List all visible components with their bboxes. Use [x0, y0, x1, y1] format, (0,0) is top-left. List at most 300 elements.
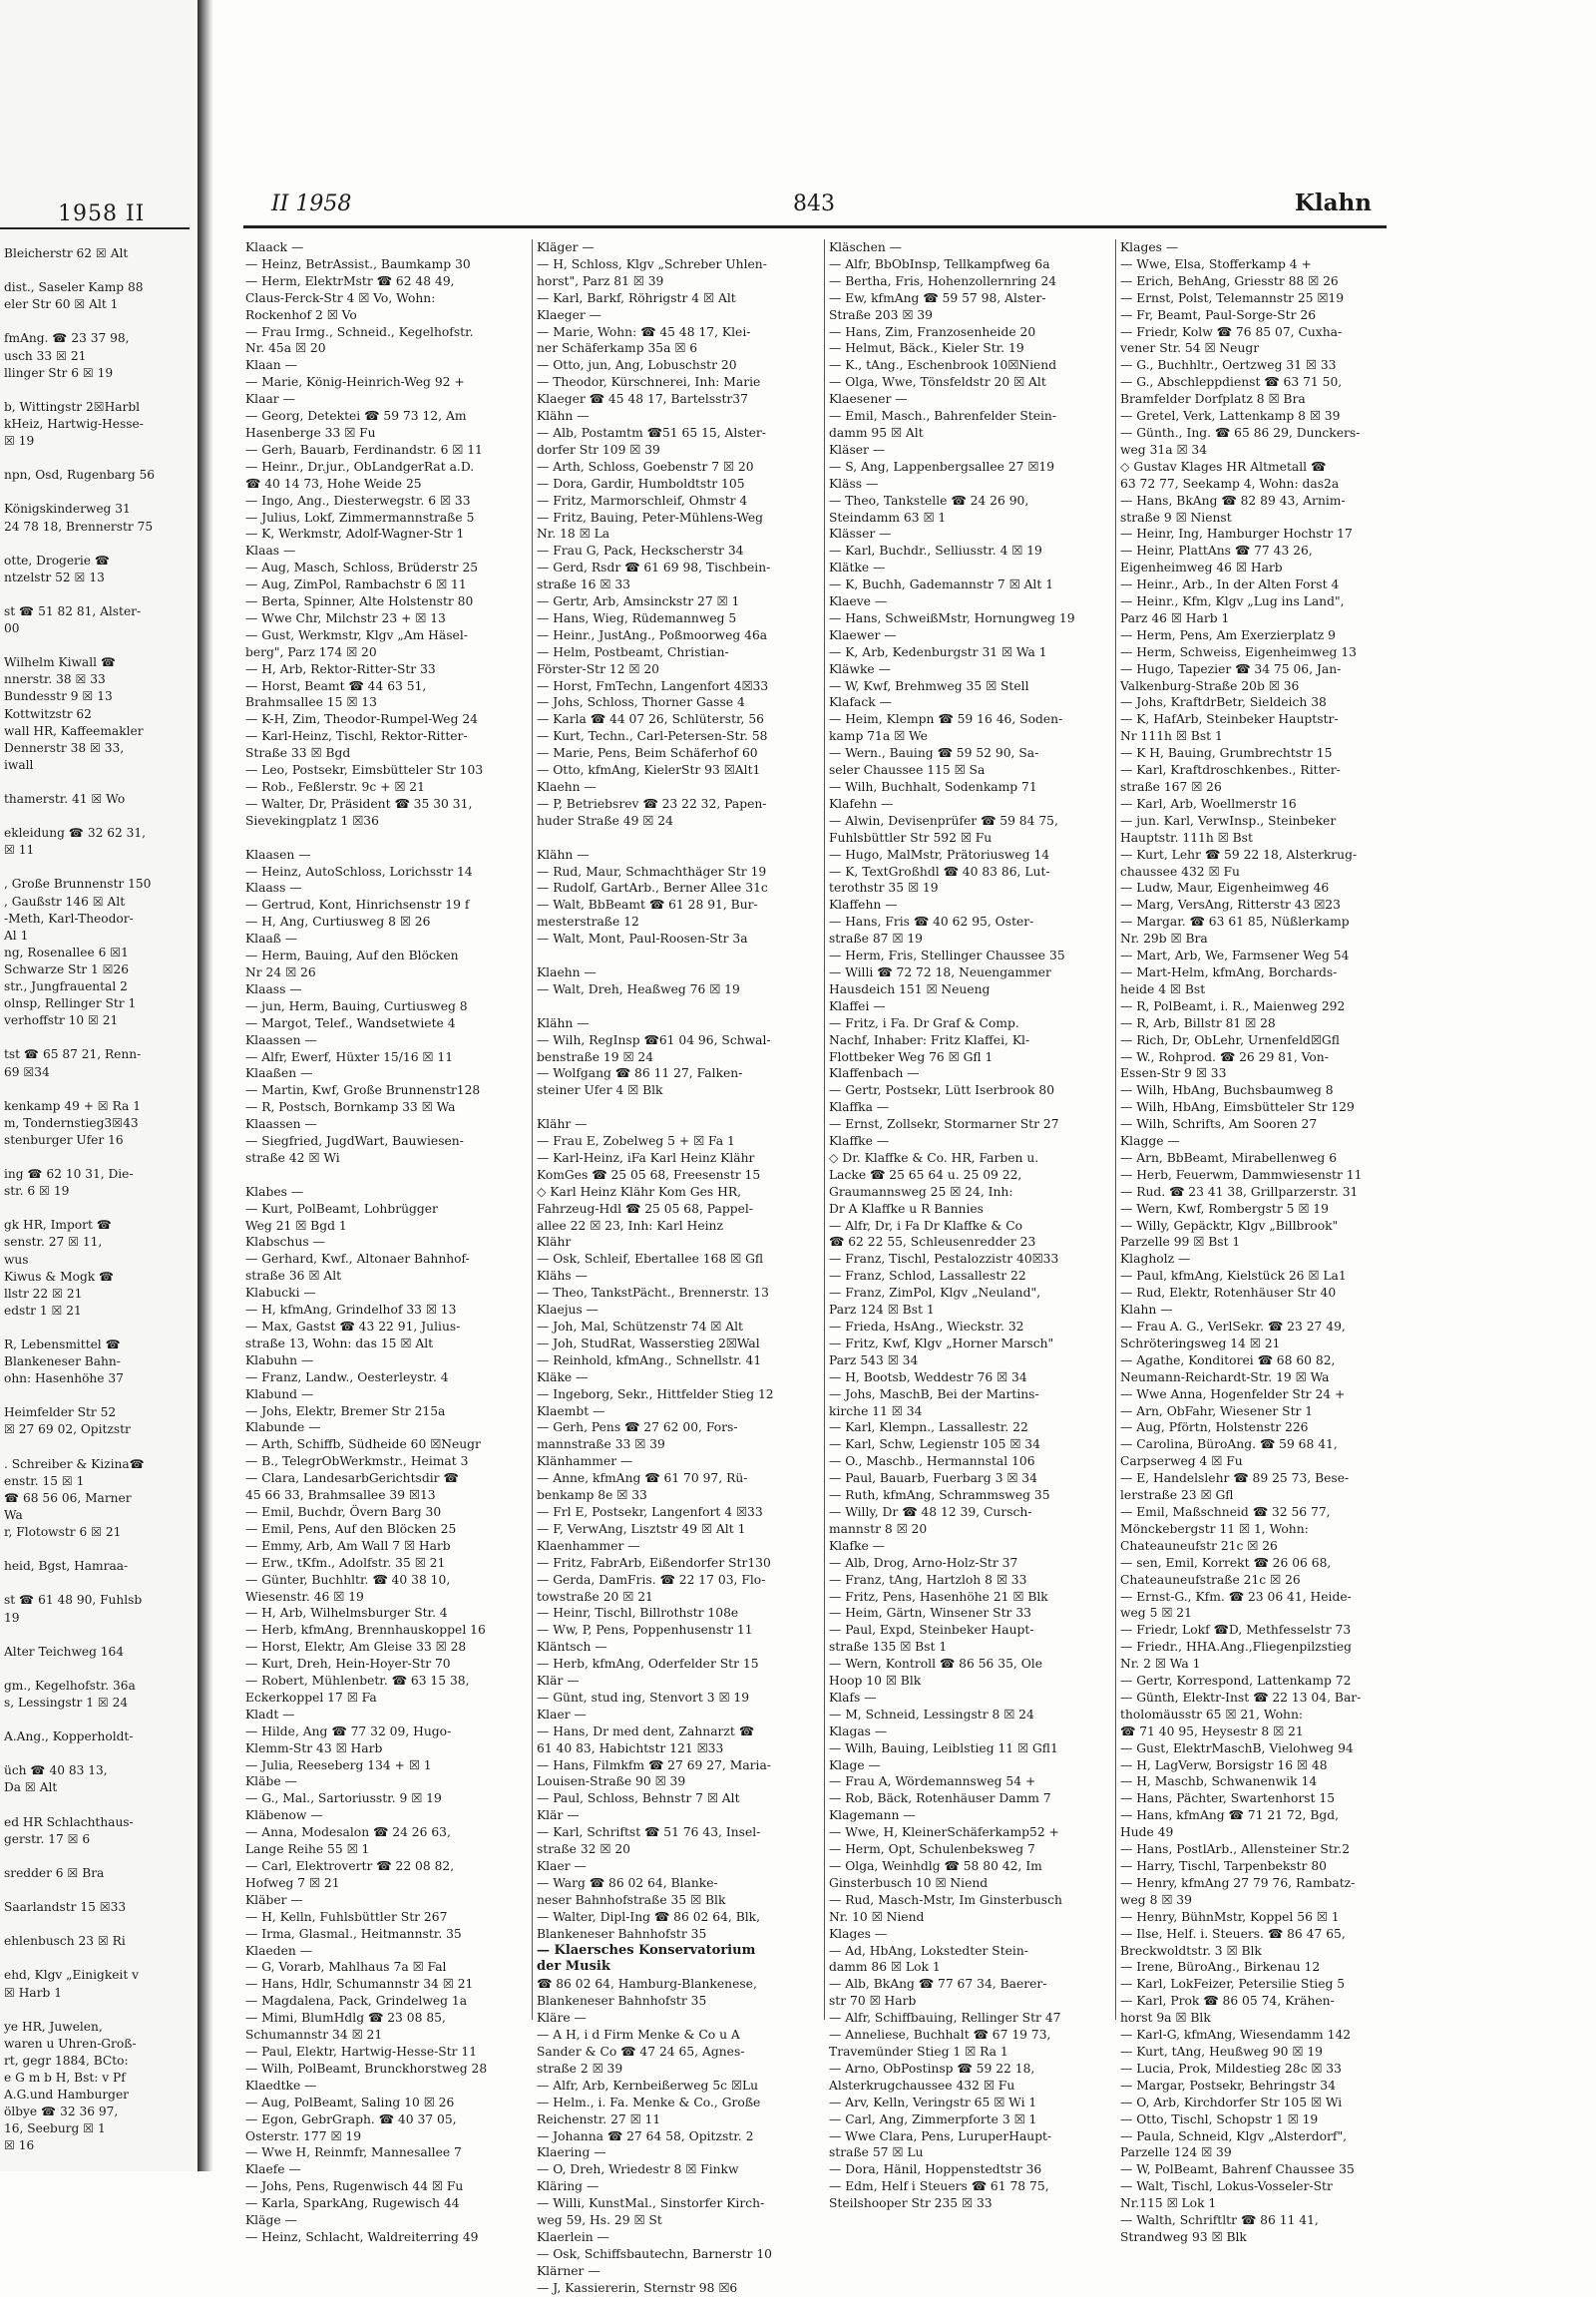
previous-page-line: fmAng. ☎ 23 37 98, [4, 331, 130, 346]
surname-heading: Klaenhammer — [537, 1538, 640, 1553]
directory-entry-line: — W., Rohprod. ☎ 26 29 81, Von- [1120, 1049, 1329, 1064]
directory-entry-line: — Ew, kfmAng ☎ 59 57 98, Alster- [829, 290, 1046, 305]
directory-entry-line: — Johs, Schloss, Thorner Gasse 4 [537, 695, 745, 710]
previous-page-line: ☒ 27 69 02, Opitzstr [4, 1422, 131, 1437]
directory-entry-line: Chateauneufstr 21c ☒ 26 [1120, 1538, 1278, 1553]
directory-entry-line: — Heinz, BetrAssist., Baumkamp 30 [245, 256, 471, 271]
previous-page-line: Kottwitzstr 62 [4, 706, 92, 721]
directory-entry-line: KomGes ☎ 25 05 68, Freesenstr 15 [537, 1167, 761, 1182]
directory-entry-line: towstraße 20 ☒ 21 [537, 1589, 653, 1604]
directory-entry-line: — Johs, Pens, Rugenwisch 44 ☒ Fu [245, 2179, 464, 2194]
previous-page-line: Saarlandstr 15 ☒33 [4, 1900, 127, 1915]
previous-page-line: Wilhelm Kiwall ☎ [4, 655, 117, 670]
directory-entry-line: — H, LagVerw, Borsigstr 16 ☒ 48 [1120, 1757, 1328, 1772]
directory-entry-line: Parzelle 99 ☒ Bst 1 [1120, 1235, 1241, 1250]
directory-entry-line: — M, Schneid, Lessingstr 8 ☒ 24 [829, 1707, 1034, 1722]
directory-entry-line: — Alb, Drog, Arno-Holz-Str 37 [829, 1555, 1018, 1570]
directory-entry-line [537, 1099, 812, 1116]
previous-page-line: llstr 22 ☒ 21 [4, 1286, 83, 1301]
directory-entry-line: — Berta, Spinner, Alte Holstenstr 80 [245, 594, 474, 609]
previous-page-line [4, 1916, 194, 1933]
previous-page-line: Bleicherstr 62 ☒ Alt [4, 246, 129, 260]
directory-entry-line: — Clara, LandesarbGerichtsdir ☎ [245, 1471, 459, 1486]
directory-entry-line: — Gust, ElektrMaschB, Vielohweg 94 [1120, 1740, 1354, 1755]
directory-entry-line: — Karl-G, kfmAng, Wiesendamm 142 [1120, 2028, 1352, 2043]
directory-entry-line: Weg 21 ☒ Bgd 1 [245, 1218, 347, 1233]
directory-entry-line: — Gerhard, Kwf., Altonaer Bahnhof- [245, 1252, 470, 1267]
surname-heading: Kläge — [245, 2213, 297, 2228]
surname-heading: Klänhammer — [537, 1454, 633, 1469]
directory-entry-line: — K, Buchh, Gademannstr 7 ☒ Alt 1 [829, 577, 1054, 592]
directory-entry-line: — Wolfgang ☎ 86 11 27, Falken- [537, 1066, 743, 1081]
directory-entry-line: Nr. 2 ☒ Wa 1 [1120, 1657, 1201, 1672]
directory-entry-line: — Wern, Kontroll ☎ 86 56 35, Ole [829, 1657, 1043, 1672]
surname-heading: Klaas — [245, 544, 296, 559]
directory-entry-line: — Wilh, Buchhalt, Sodenkamp 71 [829, 780, 1037, 794]
directory-entry-line: str 70 ☒ Harb [829, 1994, 917, 2009]
surname-heading: Klaehn — [537, 964, 597, 979]
directory-entry-line: — Wilh, RegInsp ☎61 04 96, Schwal- [537, 1032, 771, 1047]
previous-page-line: kenkamp 49 + ☒ Ra 1 [4, 1098, 141, 1113]
surname-heading: Klaer — [537, 1707, 587, 1722]
directory-entry-line: Steindamm 63 ☒ 1 [829, 510, 947, 525]
directory-entry-line: — Heim, Klempn ☎ 59 16 46, Soden- [829, 712, 1063, 727]
previous-page-line: wus [4, 1252, 29, 1267]
surname-heading: Kladt — [245, 1707, 295, 1722]
directory-entry-line: — Emil, Masch., Bahrenfelder Stein- [829, 409, 1057, 424]
directory-entry-line: — Herb, Feuerwm, Dammwiesenstr 11 [1120, 1167, 1363, 1182]
directory-entry-line: — Emil, Pens, Auf den Blöcken 25 [245, 1521, 457, 1536]
directory-entry-line: Nr. 18 ☒ La [537, 527, 610, 542]
previous-page-line: ing ☎ 62 10 31, Die- [4, 1167, 134, 1182]
previous-page-line: b, Wittingstr 2☒Harbl [4, 399, 141, 414]
directory-entry-line: — Hans, kfmAng ☎ 71 21 72, Bgd, [1120, 1808, 1340, 1823]
surname-heading: Klabschus — [245, 1235, 325, 1250]
directory-entry-line: straße 9 ☒ Nienst [1120, 510, 1232, 525]
directory-entry-line: Nr. 45a ☒ 20 [245, 341, 326, 356]
directory-entry-line: allee 22 ☒ 23, Inh: Karl Heinz [537, 1218, 723, 1233]
directory-entry-line: — K, TextGroßhdl ☎ 40 83 86, Lut- [829, 864, 1050, 879]
directory-entry-line: Hofweg 7 ☒ 21 [245, 1875, 340, 1890]
directory-entry-line: — Johanna ☎ 27 64 58, Opitzstr. 2 [537, 2128, 754, 2143]
column-divider [532, 239, 533, 2020]
directory-entry-line: — Gertrud, Kont, Hinrichsenstr 19 f [245, 898, 470, 913]
previous-page-line: ehlenbusch 23 ☒ Ri [4, 1934, 126, 1949]
directory-entry-line: 45 66 33, Brahmsallee 39 ☒13 [245, 1488, 436, 1503]
surname-heading: Klaesener — [829, 392, 908, 407]
directory-entry-line: Mönckebergstr 11 ☒ 1, Wohn: [1120, 1521, 1309, 1536]
directory-entry-line: Alsterkrugchaussee 432 ☒ Fu [829, 2078, 1015, 2093]
directory-entry-line: — Franz, ZimPol, Klgv „Neuland", [829, 1286, 1041, 1301]
directory-entry-line: — Alwin, Devisenprüfer ☎ 59 84 75, [829, 813, 1058, 828]
book-gutter-shadow [198, 0, 213, 2171]
previous-page-line: eler Str 60 ☒ Alt 1 [4, 297, 119, 312]
previous-page-line: kHeiz, Hartwig-Hesse- [4, 416, 144, 431]
previous-page-line: ehd, Klgv „Einigkeit v [4, 1968, 139, 1983]
directory-entry-line: — Warg ☎ 86 02 64, Blanke- [537, 1875, 718, 1890]
column-divider [824, 239, 825, 2020]
directory-entry-line: — Fritz, i Fa. Dr Graf & Comp. [829, 1015, 1019, 1030]
surname-heading: Klabund — [245, 1386, 314, 1401]
directory-entry-line: heide 4 ☒ Bst [1120, 981, 1206, 996]
directory-entry-line: ◇ Dr. Klaffke & Co. HR, Farben u. [829, 1150, 1039, 1165]
directory-entry-line: — Heinr, Ing, Hamburger Hochstr 17 [1120, 527, 1353, 542]
surname-heading: Kläbe — [245, 1774, 297, 1789]
previous-page-line: tst ☎ 65 87 21, Renn- [4, 1047, 142, 1062]
surname-heading: Klages — [1120, 240, 1179, 254]
previous-page-line: Heimfelder Str 52 [4, 1405, 117, 1420]
directory-entry-line: Nachf, Inhaber: Fritz Klaffei, Kl- [829, 1032, 1030, 1047]
directory-entry-line: — Herm, ElektrMstr ☎ 62 48 49, [245, 273, 455, 288]
directory-entry-line: — Marie, Pens, Beim Schäferhof 60 [537, 746, 758, 761]
directory-entry-line: Fahrzeug-Hdl ☎ 25 05 68, Pappel- [537, 1201, 753, 1216]
previous-page-line: Bundesstr 9 ☒ 13 [4, 689, 113, 704]
directory-entry-line: Dr A Klaffke u R Bannies [829, 1201, 984, 1216]
directory-entry-line: Strandweg 93 ☒ Blk [1120, 2229, 1247, 2244]
directory-entry-line: Eigenheimweg 46 ☒ Harb [1120, 561, 1283, 575]
directory-entry-line: — Agathe, Konditorei ☎ 68 60 82, [1120, 1352, 1336, 1367]
directory-entry-line: — H, Schloss, Klgv „Schreber Uhlen- [537, 256, 767, 271]
directory-entry-line: Parz 543 ☒ 34 [829, 1352, 919, 1367]
directory-entry-line: damm 86 ☒ Lok 1 [829, 1960, 941, 1975]
directory-entry-line: — Willi ☎ 72 72 18, Neuengammer [829, 964, 1051, 979]
previous-page-line: e G m b H, Bst: v Pf [4, 2071, 126, 2086]
directory-entry-line: — Wilh, HbAng, Buchsbaumweg 8 [1120, 1083, 1334, 1098]
previous-page-line [4, 450, 194, 467]
surname-heading: Klähr — [537, 1117, 588, 1132]
directory-entry-line: — Wwe H, Reinmfr, Mannesallee 7 [245, 2145, 462, 2160]
directory-entry-line: — Karl, LokFeizer, Petersilie Stieg 5 [1120, 1977, 1346, 1992]
directory-entry-line: — Gertr, Arb, Amsinckstr 27 ☒ 1 [537, 594, 740, 609]
directory-entry-line: Klähr [537, 1235, 572, 1250]
previous-page-line: ☎ 68 56 06, Marner [4, 1490, 132, 1505]
surname-heading: Klafehn — [829, 796, 894, 811]
previous-page-line: Schwarze Str 1 ☒26 [4, 961, 130, 976]
directory-entry-line: — Friedr, Lokf ☎D, Methfesselstr 73 [1120, 1623, 1352, 1638]
previous-page-line [4, 536, 194, 553]
directory-entry-line: — Alb, Postamtm ☎51 65 15, Alster- [537, 425, 766, 440]
header-keyword: Klahn [1294, 190, 1372, 216]
directory-entry-line: Ginsterbusch 10 ☒ Niend [829, 1875, 989, 1890]
directory-entry-line: — Bertha, Fris, Hohenzollernring 24 [829, 273, 1057, 288]
directory-entry-line: Straße 203 ☒ 39 [829, 307, 933, 322]
directory-entry-line: Fuhlsbüttler Str 592 ☒ Fu [829, 830, 993, 845]
directory-entry-line: ☎ 40 14 73, Hohe Weide 25 [245, 476, 422, 491]
directory-entry-line: — Willy, Gepäcktr, Klgv „Billbrook" [1120, 1218, 1339, 1233]
directory-entry-line: — Paula, Schneid, Klgv „Alsterdorf", [1120, 2128, 1348, 2143]
directory-entry-line: — Rud, Elektr, Rotenhäuser Str 40 [1120, 1286, 1337, 1301]
directory-entry-line: — Olga, Weinhdlg ☎ 58 80 42, Im [829, 1859, 1042, 1873]
directory-entry-line: — Heinz, Schlacht, Waldreiterring 49 [245, 2229, 479, 2244]
surname-heading: Klaffka — [829, 1100, 890, 1115]
directory-entry-line: — Fritz, Bauing, Peter-Mühlens-Weg [537, 510, 764, 525]
directory-entry-line: vener Str. 54 ☒ Neugr [1120, 341, 1260, 356]
directory-entry-line: — Franz, Tischl, Pestalozzistr 40☒33 [829, 1252, 1059, 1267]
surname-heading: Klagholz — [1120, 1252, 1191, 1267]
directory-entry-line: — Fritz, Pens, Hasenhöhe 21 ☒ Blk [829, 1589, 1048, 1604]
previous-page-line [4, 808, 194, 825]
previous-page-line: ed HR Schlachthaus- [4, 1814, 134, 1829]
directory-entry-line: — Irene, BüroAng., Birkenau 12 [1120, 1960, 1321, 1975]
directory-entry-line: — Ludw, Maur, Eigenheimweg 46 [1120, 881, 1330, 896]
directory-entry-line: — Karl-Heinz, Tischl, Rektor-Ritter- [245, 729, 468, 744]
directory-entry-line: — Ad, HbAng, Lokstedter Stein- [829, 1943, 1028, 1958]
directory-entry-line: — Hans, SchweißMstr, Hornungweg 19 [829, 610, 1075, 625]
directory-entry-line: — Wern., Bauing ☎ 59 52 90, Sa- [829, 746, 1039, 761]
previous-page-line: ye HR, Juwelen, [4, 2019, 103, 2034]
directory-entry-line: — Paul, Elektr, Hartwig-Hesse-Str 11 [245, 2044, 478, 2059]
directory-entry-line: — Gretel, Verk, Lattenkamp 8 ☒ 39 [1120, 409, 1341, 424]
directory-entry-line: — Wilh, Schrifts, Am Sooren 27 [1120, 1117, 1318, 1132]
surname-heading: Klages — [829, 1926, 888, 1941]
directory-entry-line: — Gust, Werkmstr, Klgv „Am Häsel- [245, 627, 468, 642]
previous-page-line: wall HR, Kaffeemakler [4, 723, 144, 738]
directory-entry-line: — Wwe Chr, Milchstr 23 + ☒ 13 [245, 610, 446, 625]
directory-entry-line: Parzelle 124 ☒ 39 [1120, 2145, 1232, 2160]
directory-entry-line: — Rud, Maur, Schmachthäger Str 19 [537, 864, 767, 879]
directory-entry-line: — Frau G, Pack, Heckscherstr 34 [537, 544, 744, 559]
previous-page-line: A.G.und Hamburger [4, 2088, 129, 2103]
previous-page-line: R, Lebensmittel ☎ [4, 1338, 121, 1351]
directory-entry-line: — Klaersches Konservatorium [537, 1942, 756, 1958]
directory-entry-line: — Frau E, Zobelweg 5 + ☒ Fa 1 [537, 1134, 735, 1149]
previous-page-line: sredder 6 ☒ Bra [4, 1865, 105, 1880]
directory-entry-line: — Margar. ☎ 63 61 85, Nüßlerkamp [1120, 915, 1350, 930]
directory-entry-line: — Marg, VersAng, Ritterstr 43 ☒23 [1120, 898, 1341, 913]
directory-entry-line: — Karl-Heinz, iFa Karl Heinz Klähr [537, 1150, 755, 1165]
directory-entry-line: — Wilh, Bauing, Leiblstieg 11 ☒ Gfl1 [829, 1740, 1058, 1755]
directory-entry-line: — Heinr, Tischl, Billrothstr 108e [537, 1606, 739, 1621]
previous-page-line [4, 1950, 194, 1967]
surname-heading: Kläbenow — [245, 1808, 323, 1823]
directory-entry-line: — Günter, Buchhltr. ☎ 40 38 10, [245, 1572, 451, 1587]
directory-entry-line: steiner Ufer 4 ☒ Blk [537, 1083, 663, 1098]
directory-entry-line: — Wwe, H, KleinerSchäferkamp52 + [829, 1825, 1059, 1840]
directory-entry-line: — Karla, SparkAng, Rugewisch 44 [245, 2196, 460, 2211]
directory-entry-line: — G, Vorarb, Mahlhaus 7a ☒ Fal [245, 1960, 447, 1975]
directory-entry-line: — Kurt, Lehr ☎ 59 22 18, Alsterkrug- [1120, 847, 1358, 862]
directory-entry-line: Blankeneser Bahnhofstr 35 [537, 1926, 707, 1941]
directory-entry-line: — Heinr, PlattAns ☎ 77 43 26, [1120, 544, 1313, 559]
directory-entry-line: — Ernst-G., Kfm. ☎ 23 06 41, Heide- [1120, 1589, 1352, 1604]
directory-entry-line: — Paul, Bauarb, Fuerbarg 3 ☒ 34 [829, 1471, 1037, 1486]
directory-entry-line: — Kurt, tAng, Heußweg 90 ☒ 19 [1120, 2044, 1323, 2059]
surname-heading: Klaejus — [537, 1303, 598, 1318]
directory-entry-line: — Hans, Dr med dent, Zahnarzt ☎ [537, 1723, 755, 1738]
previous-page-line: ☒ 11 [4, 843, 35, 858]
directory-entry-line: weg 5 ☒ 21 [1120, 1606, 1192, 1621]
surname-heading: Kläke — [537, 1369, 589, 1384]
directory-entry-line: — Alfr, Schiffbauing, Rellinger Str 47 [829, 2011, 1061, 2026]
directory-entry-line: Hoop 10 ☒ Blk [829, 1674, 922, 1689]
directory-entry-line: Hauptstr. 111h ☒ Bst [1120, 830, 1253, 845]
header-rule [243, 225, 1387, 228]
directory-entry-line: — Hans, Hdlr, Schumannstr 34 ☒ 21 [245, 1977, 474, 1992]
directory-entry-line: — H, Kelln, Fuhlsbüttler Str 267 [245, 1909, 448, 1924]
surname-heading: Klaass — [245, 981, 302, 996]
directory-entry-line: — Aug, Masch, Schloss, Brüderstr 25 [245, 561, 479, 575]
previous-page-line: Alter Teichweg 164 [4, 1644, 125, 1659]
directory-entry-line: — Max, Gastst ☎ 43 22 91, Julius- [245, 1320, 461, 1334]
directory-entry-line: Osterstr. 177 ☒ 19 [245, 2128, 362, 2143]
directory-entry-line: — H, Arb, Wilhelmsburger Str. 4 [245, 1606, 448, 1621]
previous-page-line [4, 1541, 194, 1558]
previous-page-line: npn, Osd, Rugenbarg 56 [4, 468, 156, 483]
directory-entry-line: — Gerda, DamFris. ☎ 22 17 03, Flo- [537, 1572, 766, 1587]
directory-entry-line: — Mart-Helm, kfmAng, Borchards- [1120, 964, 1338, 979]
directory-entry-line: Hasenberge 33 ☒ Fu [245, 425, 376, 440]
previous-page-line: thamerstr. 41 ☒ Wo [4, 792, 126, 806]
directory-entry-line: — Paul, Expd, Steinbeker Haupt- [829, 1623, 1034, 1638]
directory-entry-line: Flottbeker Weg 76 ☒ Gfl 1 [829, 1049, 994, 1064]
directory-entry-line: — K H, Bauing, Grumbrechtstr 15 [1120, 746, 1333, 761]
directory-entry-line: — Rud. ☎ 23 41 38, Grillparzerstr. 31 [1120, 1184, 1359, 1199]
previous-page-line: m, Tondernstieg3☒43 [4, 1115, 139, 1130]
directory-entry-line: — Margar, Postsekr, Behringstr 34 [1120, 2078, 1336, 2093]
directory-entry-line: — K, HafArb, Steinbeker Hauptstr- [1120, 712, 1339, 727]
directory-entry-line: — Horst, FmTechn, Langenfort 4☒33 [537, 678, 769, 693]
directory-entry-line: straße 32 ☒ 20 [537, 1842, 630, 1857]
directory-entry-line: — Ingeborg, Sekr., Hittfelder Stieg 12 [537, 1386, 774, 1401]
surname-heading: Klafs — [829, 1690, 877, 1705]
directory-entry-line: straße 57 ☒ Lu [829, 2145, 924, 2160]
directory-entry-line: — H, kfmAng, Grindelhof 33 ☒ 13 [245, 1303, 457, 1318]
directory-entry-line: — Hans, BkAng ☎ 82 89 43, Arnim- [1120, 493, 1346, 508]
directory-entry-line: — Hugo, Tapezier ☎ 34 75 06, Jan- [1120, 661, 1342, 676]
previous-page-line: ekleidung ☎ 32 62 31, [4, 826, 146, 841]
surname-heading: Klaassen — [245, 1032, 317, 1047]
directory-entry-line: — Johs, KraftdrBetr, Sieldeich 38 [1120, 695, 1327, 710]
directory-entry-line: — Karl, Schw, Legienstr 105 ☒ 34 [829, 1437, 1040, 1452]
directory-entry-line: — Erich, BehAng, Griesstr 88 ☒ 26 [1120, 273, 1339, 288]
directory-entry-line: — Carl, Ang, Zimmerpforte 3 ☒ 1 [829, 2111, 1037, 2126]
surname-heading: Klaaßen — [245, 1066, 313, 1081]
directory-entry-line: ner Schäferkamp 35a ☒ 6 [537, 341, 698, 356]
surname-heading: Klaeve — [829, 594, 888, 609]
directory-entry-line: Eckerkoppel 17 ☒ Fa [245, 1690, 377, 1705]
directory-entry-line: — Rich, Dr, ObLehr, Urnenfeld☒Gfl [1120, 1032, 1340, 1047]
directory-entry-line: — Siegfried, JugdWart, Bauwiesen- [245, 1134, 464, 1149]
directory-entry-line [537, 998, 812, 1015]
directory-entry-line: weg 8 ☒ 39 [1120, 1892, 1192, 1907]
directory-entry-line: — Herm, Schweiss, Eigenheimweg 13 [1120, 644, 1357, 659]
surname-heading: Klabuhn — [245, 1352, 314, 1367]
directory-entry-line: — Hans, Wieg, Rüdemannweg 5 [537, 610, 737, 625]
directory-entry-line: — Theo, Tankstelle ☎ 24 26 90, [829, 493, 1029, 508]
surname-heading: Klähn — [537, 1015, 590, 1030]
previous-page-line: str. 6 ☒ 19 [4, 1184, 70, 1199]
previous-page-line [4, 262, 194, 279]
directory-entry-line: — Helm., i. Fa. Menke & Co., Große [537, 2095, 761, 2109]
previous-page-line: ☒ Harb 1 [4, 1985, 62, 2000]
surname-heading: Klätke — [829, 561, 886, 575]
directory-entry-line: — Hans, PostlArb., Allensteiner Str.2 [1120, 1842, 1351, 1857]
previous-page-line: ölbye ☎ 32 36 97, [4, 2105, 119, 2119]
directory-entry-line: — Joh, StudRat, Wasserstieg 2☒Wal [537, 1336, 760, 1350]
previous-page-line [4, 1882, 194, 1899]
directory-entry-line: Nr 111h ☒ Bst 1 [1120, 729, 1223, 744]
directory-entry-line: Nr 24 ☒ 26 [245, 964, 316, 979]
directory-entry-line: — Reinhold, kfmAng., Schnellstr. 41 [537, 1352, 762, 1367]
directory-entry-line: Schröteringsweg 14 ☒ 21 [1120, 1336, 1281, 1350]
directory-entry-line: — Julius, Lokf, Zimmermannstraße 5 [245, 510, 475, 525]
entries-column-3 [829, 239, 1104, 2212]
previous-page-line [4, 1848, 194, 1865]
previous-page-line [4, 1575, 194, 1592]
directory-entry-line: straße 87 ☒ 19 [829, 932, 923, 947]
previous-page-line: Blankeneser Bahn- [4, 1354, 121, 1369]
directory-entry-line: — Hans, Zim, Franzosenheide 20 [829, 324, 1036, 339]
directory-entry-line: — K., tAng., Eschenbrook 10☒Niend [829, 358, 1057, 373]
surname-heading: Klabes — [245, 1184, 304, 1199]
previous-page-header: 1958 II [58, 201, 146, 226]
directory-entry-line: — Walt, Dreh, Heaßweg 76 ☒ 19 [537, 981, 740, 996]
directory-entry-line: ☎ 62 22 55, Schleusenredder 23 [829, 1235, 1036, 1250]
surname-heading: Klagemann — [829, 1808, 916, 1823]
previous-page-line [4, 2002, 194, 2019]
directory-entry-line: — Frau A, Wördemannsweg 54 + [829, 1774, 1036, 1789]
directory-entry-line: — Franz, tAng, Hartzloh 8 ☒ 33 [829, 1572, 1027, 1587]
directory-entry-line: — Alfr, BbObInsp, Tellkampfweg 6a [829, 256, 1050, 271]
directory-entry-line: weg 59, Hs. 29 ☒ St [537, 2213, 662, 2228]
directory-entry-line: — Karl, Barkf, Röhrigstr 4 ☒ Alt [537, 290, 736, 305]
entries-column-4 [1120, 239, 1396, 2246]
directory-entry-line: — Anna, Modesalon ☎ 24 26 63, [245, 1825, 451, 1840]
directory-entry-line: — Mimi, BlumHdlg ☎ 23 08 85, [245, 2011, 446, 2026]
directory-entry-line: — K, Arb, Kedenburgstr 31 ☒ Wa 1 [829, 644, 1047, 659]
previous-page-line [4, 1627, 194, 1644]
directory-entry-line: — Gerh, Bauarb, Ferdinandstr. 6 ☒ 11 [245, 442, 483, 457]
directory-entry-line: Valkenburg-Straße 20b ☒ 36 [1120, 678, 1300, 693]
directory-entry-line: Claus-Ferck-Str 4 ☒ Vo, Wohn: [245, 290, 436, 305]
directory-entry-line: — Ernst, Zollsekr, Stormarner Str 27 [829, 1117, 1059, 1132]
directory-entry-line: — Karl, Kraftdroschkenbes., Ritter- [1120, 763, 1341, 778]
directory-entry-line: — Carl, Elektrovertr ☎ 22 08 82, [245, 1859, 455, 1873]
directory-entry-line: — Otto, kfmAng, KielerStr 93 ☒Alt1 [537, 763, 761, 778]
directory-entry-line: — Friedr., HHA.Ang.,Fliegenpilzstieg [1120, 1640, 1352, 1655]
directory-entry-line: — Anne, kfmAng ☎ 61 70 97, Rü- [537, 1471, 748, 1486]
surname-heading: Klage — [829, 1757, 881, 1772]
previous-page-line [4, 1745, 194, 1762]
previous-page-line: llinger Str 6 ☒ 19 [4, 365, 114, 380]
directory-entry-line: straße 13, Wohn: das 15 ☒ Alt [245, 1336, 434, 1350]
previous-page-line [4, 859, 194, 876]
directory-entry-line: — Gerd, Rsdr ☎ 61 69 98, Tischbein- [537, 561, 771, 575]
directory-entry-line: — Joh, Mal, Schützenstr 74 ☒ Alt [537, 1320, 743, 1334]
previous-page-line: dist., Saseler Kamp 88 [4, 280, 144, 295]
directory-entry-line: straße 135 ☒ Bst 1 [829, 1640, 948, 1655]
previous-page-line: st ☎ 51 82 81, Alster- [4, 603, 142, 618]
surname-heading: Klaan — [245, 358, 297, 373]
surname-heading: Kläwke — [829, 661, 891, 676]
directory-entry-line: — Kurt, PolBeamt, Lohbrügger [245, 1201, 438, 1216]
directory-entry-line: — W, PolBeamt, Bahrenf Chaussee 35 [1120, 2162, 1355, 2177]
directory-entry-line: — Arth, Schiffb, Südheide 60 ☒Neugr [245, 1437, 481, 1452]
surname-heading: Klafack — [829, 695, 892, 710]
directory-entry-line: — Aug, ZimPol, Rambachstr 6 ☒ 11 [245, 577, 467, 592]
directory-entry-line: mannstraße 33 ☒ 39 [537, 1437, 665, 1452]
previous-page-line: ntzelstr 52 ☒ 13 [4, 570, 105, 584]
directory-entry-line: Klemm-Str 43 ☒ Harb [245, 1740, 383, 1755]
directory-entry-line: — Carolina, BüroAng. ☎ 59 68 41, [1120, 1437, 1338, 1452]
surname-heading: Kläger — [537, 240, 595, 254]
directory-entry-line: — Rob., Feßlerstr. 9c + ☒ 21 [245, 780, 425, 794]
surname-heading: Klaffehn — [829, 898, 898, 913]
directory-entry-line: — Herm, Bauing, Auf den Blöcken [245, 949, 459, 963]
directory-entry-line: — Emil, Buchdr, Övern Barg 30 [245, 1504, 442, 1519]
directory-entry-line: — Rob, Bäck, Rotenhäuser Damm 7 [829, 1791, 1051, 1806]
directory-entry-line: — Alfr, Arb, Kernbeißerweg 5c ☒Lu [537, 2078, 759, 2093]
